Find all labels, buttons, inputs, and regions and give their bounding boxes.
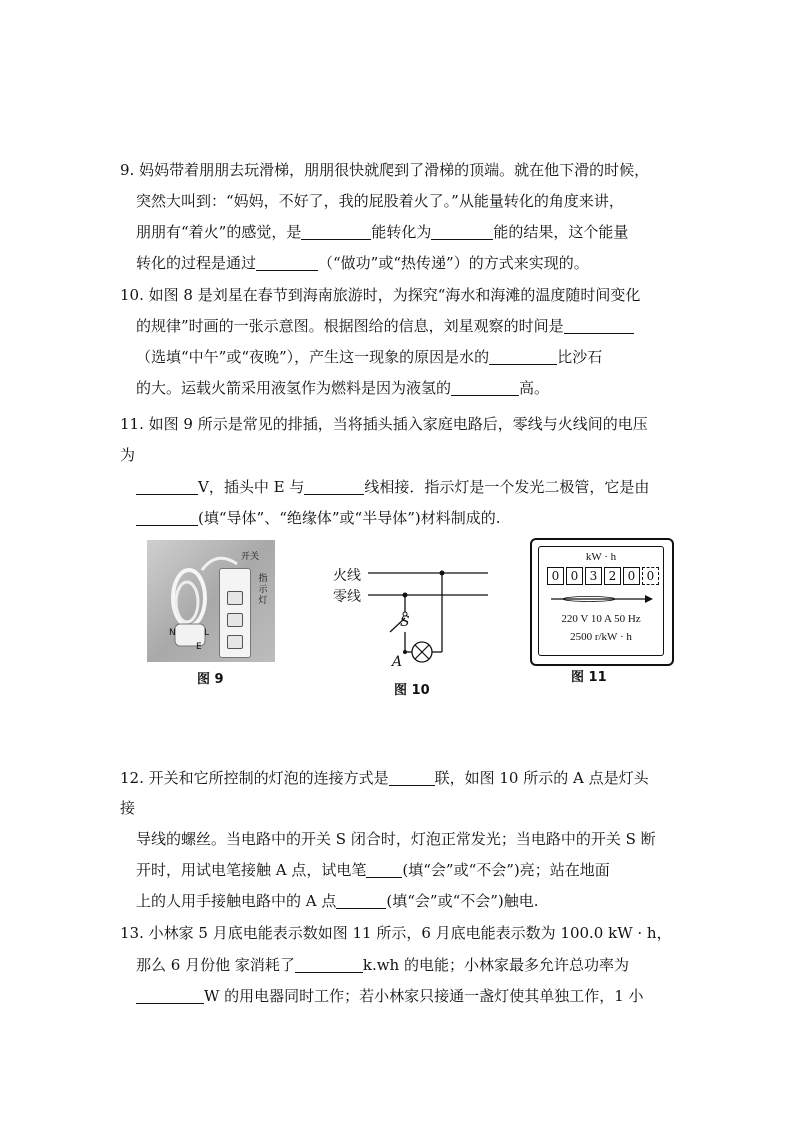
q9-line-4 [136,253,589,273]
q10-text-2a: 的规律”时画的一张示意图。根据图给的信息，刘星观察的时间是 [136,317,564,335]
q13-line-1: 13. 小林家 5 月底电能表示数如图 11 所示，6 月底电能表示数为 100.0 kW · h， [120,924,672,942]
q12-text-4b: (填“会”或“不会”)亮；站在地面 [402,861,610,879]
meter-digits [547,567,661,585]
q9-text-3a: 朋朋有“着火”的感觉，是 [136,223,302,241]
q12-text-5a: 上的人用手接触电路中的 A 点 [136,892,337,910]
q10-line-4 [136,378,549,398]
q13-text-3a: W 的用电器同时工作；若小林家只接通一盏灯使其单独工作，1 小 [204,987,644,1005]
q13-line-2 [136,955,629,975]
indicator-label-2: 示 [258,585,268,595]
q10-blank-3[interactable] [451,379,519,396]
socket-icon [227,635,243,649]
neutral-wire-label: 零线 [333,589,361,605]
q11-blank-3[interactable] [136,509,198,526]
q11-text-3b: 线相接．指示灯是一个发光二极管，它是由 [364,478,650,496]
q10-text-4b: 高。 [519,379,550,397]
q9-text-3c: 能的结果，这个能量 [493,223,629,241]
meter-digit: 0 [566,567,583,585]
q9-blank-1[interactable] [301,223,371,240]
q9-text-4a: 转化的过程是通过 [136,254,257,272]
point-a-label: A [392,654,403,670]
q10-line-1: 10. 如图 8 是刘星在春节到海南旅游时，为探究“海水和海滩的温度随时间变化 [120,286,641,304]
q12-line-1 [120,768,649,788]
q11-blank-1[interactable] [136,478,198,495]
q12-blank-2[interactable] [366,861,402,878]
q10-line-3 [136,347,602,367]
meter-digit: 0 [547,567,564,585]
q13-text-2a: 那么 6 月份他 家消耗了 [136,956,295,974]
switch-s-label: S [400,614,410,630]
figure-9-photo [147,540,275,662]
q9-text-4b: （“做功”或“热传递”）的方式来实现的。 [318,254,589,272]
q11-text-3a: V，插头中 E 与 [198,478,305,496]
pin-e-label: E [196,642,202,652]
q11-blank-2[interactable] [304,478,364,495]
q12-line-2: 接 [120,799,136,817]
meter-unit: kW · h [585,551,617,563]
q10-text-3a: （选填“中午”或“夜晚”），产生这一现象的原因是水的 [136,348,490,366]
figure-11-caption: 图 11 [571,670,607,685]
pin-n-label: N [169,628,176,638]
q12-text-5b: (填“会”或“不会”)触电. [386,892,539,910]
socket-icon [227,591,243,605]
q10-blank-1[interactable] [564,317,634,334]
q11-line-2: 为 [120,446,136,464]
q11-line-4 [136,508,501,528]
q13-blank-1[interactable] [295,956,363,973]
q13-blank-2[interactable] [136,987,204,1004]
live-wire-label: 火线 [333,568,361,584]
q13-text-2b: k.wh 的电能；小林家最多允许总功率为 [362,956,629,974]
meter-digit: 0 [623,567,640,585]
q9-text-3b: 能转化为 [371,223,432,241]
meter-digit: 2 [604,567,621,585]
meter-face [538,546,664,656]
power-strip [219,568,251,658]
q9-line-3 [136,222,628,242]
q9-line-1: 9. 妈妈带着朋朋去玩滑梯，朋朋很快就爬到了滑梯的顶端。就在他下滑的时候， [120,161,650,179]
q9-blank-3[interactable] [256,254,318,271]
q10-text-4a: 的大。运载火箭采用液氢作为燃料是因为液氢的 [136,379,452,397]
q10-blank-2[interactable] [489,348,557,365]
indicator-label-3: 灯 [258,596,268,606]
q12-line-5 [136,891,539,911]
indicator-label-1: 指 [258,574,268,584]
pin-l-label: L [204,628,210,638]
figure-9-caption: 图 9 [197,672,224,687]
q12-blank-1[interactable] [389,769,435,786]
meter-digit: 3 [585,567,602,585]
meter-disc-arrow-icon [549,593,653,605]
socket-icon [227,613,243,627]
q9-line-2: 突然大叫到：“妈妈，不好了，我的屁股着火了。”从能量转化的角度来讲， [136,192,624,210]
meter-spec-2: 2500 r/kW · h [570,631,632,643]
q10-text-3b: 比沙石 [557,348,603,366]
q12-line-4 [136,860,610,880]
meter-digit-decimal: 0 [642,567,659,585]
q12-line-3: 导线的螺丝。当电路中的开关 S 闭合时，灯泡正常发光；当电路中的开关 S 断 [136,830,656,848]
q12-text-1a: 12. 开关和它所控制的灯泡的连接方式是 [120,769,389,787]
figure-10-caption: 图 10 [394,683,430,698]
q9-blank-2[interactable] [431,223,493,240]
switch-label: 开关 [241,552,260,562]
q11-line-1: 11. 如图 9 所示是常见的排插，当将插头插入家庭电路后，零线与火线间的电压 [120,415,648,433]
q11-text-4a: (填“导体”、“绝缘体”或“半导体”)材料制成的. [198,509,501,527]
q10-line-2 [136,316,634,336]
q11-line-3 [136,477,649,497]
meter-spec-1: 220 V 10 A 50 Hz [561,613,641,625]
q12-text-1b: 联，如图 10 所示的 A 点是灯头 [434,769,649,787]
q13-line-3 [136,986,644,1006]
figure-11-energy-meter [530,538,674,666]
q12-text-4a: 开时，用试电笔接触 A 点，试电笔 [136,861,367,879]
q12-blank-3[interactable] [336,892,386,909]
